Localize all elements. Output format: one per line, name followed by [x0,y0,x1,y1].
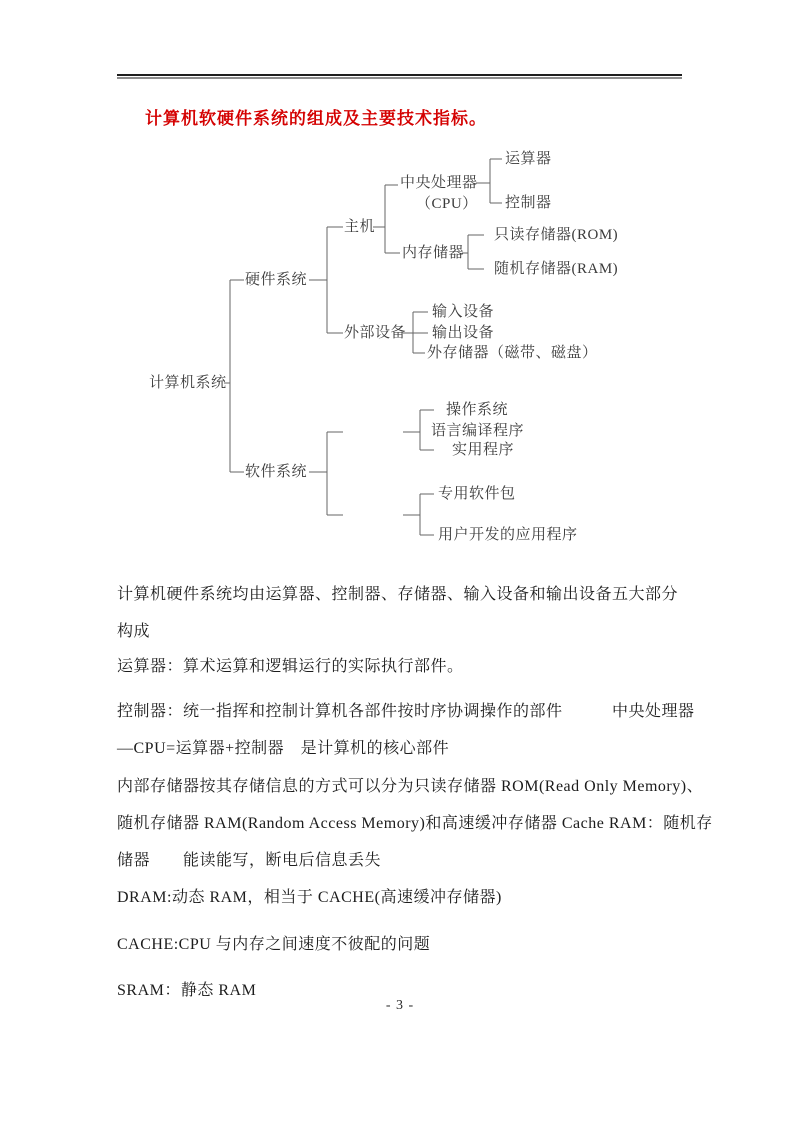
paragraph-line: 储器 能读能写，断电后信息丢失 [117,852,382,869]
paragraph-line: 计算机硬件系统均由运算器、控制器、存储器、输入设备和输出设备五大部分 [117,586,679,603]
paragraph-line: SRAM：静态 RAM [117,982,257,999]
tree-node-external-storage: 外存储器（磁带、磁盘） [427,345,598,361]
tree-node-computer-system: 计算机系统 [149,375,227,391]
tree-node-host: 主机 [344,219,376,235]
paragraph-line: 运算器：算术运算和逻辑运行的实际执行部件。 [117,658,464,675]
header-border-line [117,74,682,79]
paragraph-line: 控制器：统一指挥和控制计算机各部件按时序协调操作的部件 中央处理器 [117,703,695,720]
paragraph-dram [117,879,692,916]
paragraph-line: CACHE:CPU 与内存之间速度不彼配的问题 [117,936,431,953]
paragraph-cache [117,926,692,963]
tree-node-hardware-system: 硬件系统 [245,272,308,288]
tree-node-cpu-abbr: （CPU） [416,196,478,212]
tree-node-cpu: 中央处理器 [400,175,478,191]
paragraph-hardware-overview [117,576,692,650]
tree-node-os: 操作系统 [446,402,509,418]
paragraph-line: DRAM:动态 RAM，相当于 CACHE(高速缓冲存储器) [117,889,502,906]
paragraph-controller [117,693,695,767]
tree-node-rom: 只读存储器(ROM) [494,227,619,243]
page-number: - 3 - [385,998,415,1013]
tree-node-user-developed-apps: 用户开发的应用程序 [438,527,578,543]
tree-node-input-device: 输入设备 [432,304,495,320]
section-title: 计算机软硬件系统的组成及主要技术指标。 [145,109,487,128]
tree-node-special-package: 专用软件包 [438,486,516,502]
tree-node-alu: 运算器 [505,151,552,167]
paragraph-line: 随机存储器 RAM(Random Access Memory)和高速缓冲存储器 Cache RAM：随机存 [117,815,713,832]
paragraph-internal-memory [117,768,713,879]
paragraph-line: 内部存储器按其存储信息的方式可以分为只读存储器 ROM(Read Only Memory)、 [117,778,704,795]
paragraph-line: 构成 [117,623,151,640]
tree-node-controller: 控制器 [505,195,552,211]
tree-node-language-compiler: 语言编译程序 [431,423,525,439]
tree-node-software-system: 软件系统 [245,464,308,480]
tree-node-peripherals: 外部设备 [344,325,407,341]
paragraph-line: —CPU=运算器+控制器 是计算机的核心部件 [117,740,450,757]
paragraph-alu [117,648,692,685]
tree-node-ram: 随机存储器(RAM) [494,261,619,277]
tree-node-internal-memory: 内存储器 [402,245,465,261]
tree-node-output-device: 输出设备 [432,325,495,341]
tree-node-utility-programs: 实用程序 [452,442,515,458]
system-composition-diagram [140,145,620,565]
